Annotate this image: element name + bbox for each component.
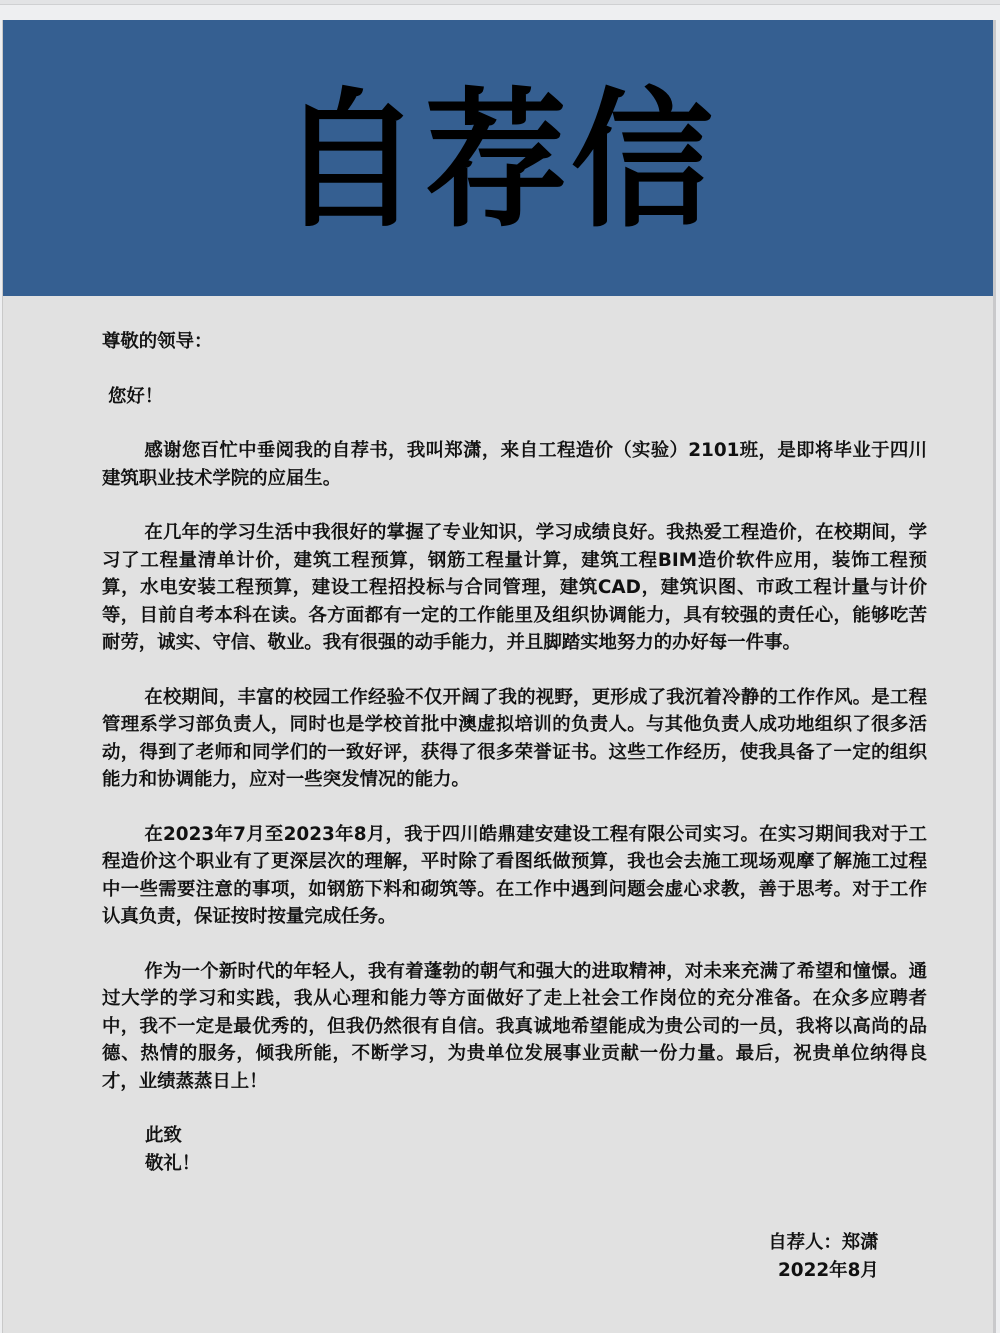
closing-line-2: 敬礼！: [145, 1152, 201, 1174]
letter-body: [102, 328, 927, 1177]
closing: [145, 1122, 927, 1177]
title-banner: [3, 20, 993, 296]
page-title: 自荐信: [279, 74, 717, 249]
letter-page: [2, 20, 996, 1333]
signature-block: [768, 1229, 879, 1284]
signature-name: 自荐人：郑潇: [768, 1232, 879, 1253]
salutation: 尊敬的领导：: [102, 331, 213, 352]
greeting: 您好！: [108, 385, 164, 407]
closing-line-1: 此致: [145, 1125, 182, 1146]
top-edge: [0, 0, 1000, 5]
paragraph-campus-work: 在校期间，丰富的校园工作经验不仅开阔了我的视野，更形成了我沉着冷静的工作作风。是工程管理系学习部负责人，同时也是学校首批中澳虚拟培训的负责人。与其他负责人成功地组织了很多活动，得到了老师和同学们的一致好评，获得了很多荣誉证书。这些工作经历，使我具备了一定的组织能力和协调能力，应对一些突发情况的能力。: [102, 686, 927, 790]
paragraph-internship: 在2023年7月至2023年8月，我于四川皓鼎建安建设工程有限公司实习。在实习期间我对于工程造价这个职业有了更深层次的理解，平时除了看图纸做预算，我也会去施工现场观摩了解施工过程中一些需要注意的事项，如钢筋下料和砌筑等。在工作中遇到问题会虚心求教，善于思考。对于工作认真负责，保证按时按量完成任务。: [102, 823, 927, 927]
paragraph-conclusion: 作为一个新时代的年轻人，我有着蓬勃的朝气和强大的进取精神，对未来充满了希望和憧憬。通过大学的学习和实践，我从心理和能力等方面做好了走上社会工作岗位的充分准备。在众多应聘者中，我不一定是最优秀的，但我仍然很有自信。我真诚地希望能成为贵公司的一员，我将以高尚的品德、热情的服务，倾我所能，不断学习，为贵单位发展事业贡献一份力量。最后，祝贵单位纳得良才，业绩蒸蒸日上！: [102, 960, 927, 1092]
paragraph-study: 在几年的学习生活中我很好的掌握了专业知识，学习成绩良好。我热爱工程造价，在校期间，学习了工程量清单计价，建筑工程预算，钢筋工程量计算，建筑工程BIM造价软件应用，装饰工程预算，水电安装工程预算，建设工程招投标与合同管理，建筑CAD，建筑识图、市政工程计量与计价等，目前自考本科在读。各方面都有一定的工作能里及组织协调能力，具有较强的责任心，能够吃苦耐劳，诚实、守信、敬业。我有很强的动手能力，并且脚踏实地努力的办好每一件事。: [102, 522, 927, 653]
paragraph-intro: 感谢您百忙中垂阅我的自荐书，我叫郑潇，来自工程造价（实验）2101班，是即将毕业于四川建筑职业技术学院的应届生。: [102, 440, 927, 489]
signature-date: 2022年8月: [778, 1259, 879, 1281]
